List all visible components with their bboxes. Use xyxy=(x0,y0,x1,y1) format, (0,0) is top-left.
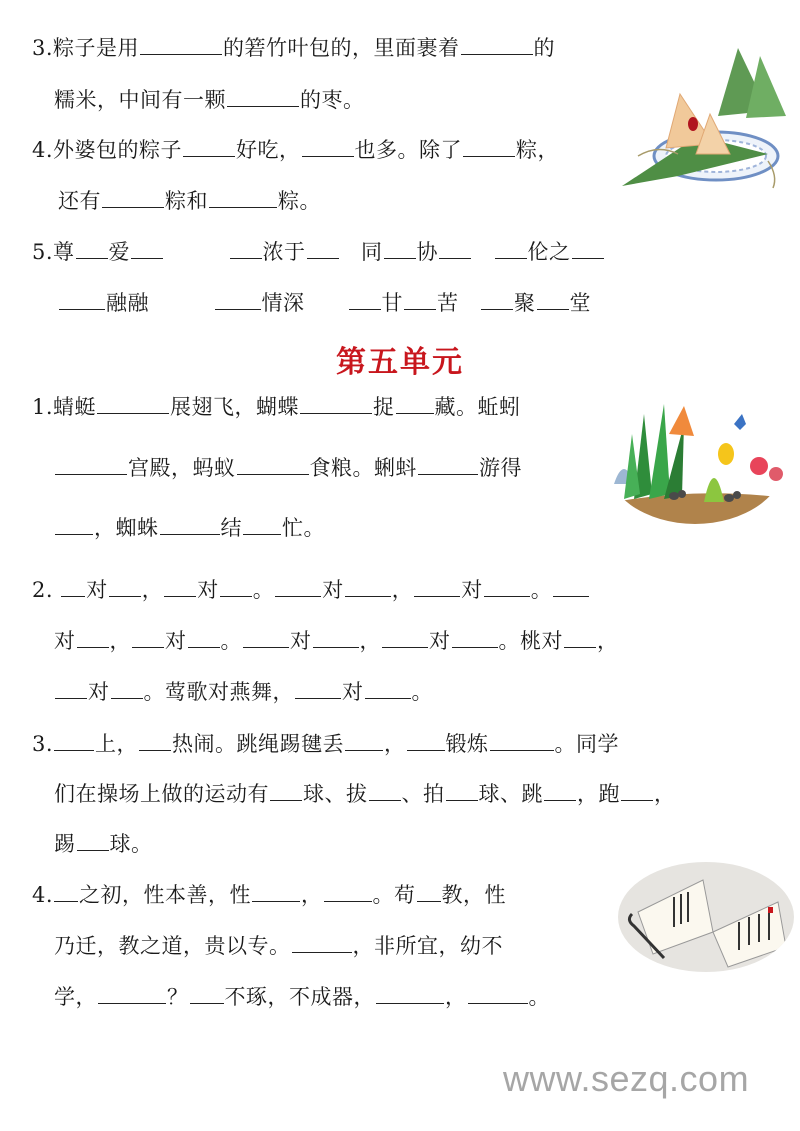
fill-in-blank[interactable] xyxy=(376,983,444,1004)
question-text: 聚 xyxy=(514,291,536,315)
worksheet-line xyxy=(32,238,605,266)
question-text: ，蜘蛛 xyxy=(94,516,159,540)
worksheet-line xyxy=(54,678,433,706)
question-text: 。同学 xyxy=(554,732,620,756)
fill-in-blank[interactable] xyxy=(349,289,381,310)
fill-in-blank[interactable] xyxy=(490,730,554,751)
question-text: 之初，性本善，性 xyxy=(79,883,252,907)
question-text: 的 xyxy=(533,36,556,60)
fill-in-blank[interactable] xyxy=(215,289,261,310)
question-text: 粽， xyxy=(516,138,560,162)
worksheet-line xyxy=(54,983,550,1011)
question-text: 、拍 xyxy=(401,782,445,806)
worksheet-line xyxy=(32,136,559,164)
fill-in-blank[interactable] xyxy=(396,393,434,414)
question-text: 1.蜻蜓 xyxy=(32,395,97,419)
fill-in-blank[interactable] xyxy=(252,881,300,902)
question-text: 对 xyxy=(342,680,364,704)
question-text: 对 xyxy=(461,578,483,602)
question-text: 。莺歌对燕舞， xyxy=(143,680,294,704)
question-text: 对 xyxy=(165,629,187,653)
question-text: 上， xyxy=(95,732,139,756)
question-text: 对 xyxy=(290,629,312,653)
question-text: 。 xyxy=(530,578,553,602)
question-text xyxy=(459,291,481,315)
question-text: ， xyxy=(445,985,467,1009)
fill-in-blank[interactable] xyxy=(237,454,309,475)
zongzi-illustration xyxy=(618,36,788,196)
fill-in-blank[interactable] xyxy=(452,627,498,648)
question-text: 好吃， xyxy=(236,138,301,162)
watermark: www.sezq.com xyxy=(503,1058,750,1099)
question-text: ，非所宜，幼不 xyxy=(352,934,503,958)
question-text: 捉 xyxy=(373,395,395,419)
question-text: 。 xyxy=(528,985,550,1009)
question-text: ， xyxy=(109,629,131,653)
fill-in-blank[interactable] xyxy=(55,514,93,535)
fill-in-blank[interactable] xyxy=(404,289,436,310)
worksheet-line xyxy=(32,393,521,421)
fill-in-blank[interactable] xyxy=(275,576,321,597)
question-text: 爱 xyxy=(108,240,131,264)
worksheet-line xyxy=(54,830,153,858)
question-text: 对 xyxy=(54,629,76,653)
question-text: 的箬竹叶包的，里面裹着 xyxy=(223,36,460,60)
fill-in-blank[interactable] xyxy=(307,238,339,259)
fill-in-blank[interactable] xyxy=(384,238,416,259)
question-text: 3. xyxy=(32,732,54,756)
question-text: 。 xyxy=(411,680,433,704)
worksheet-line xyxy=(54,86,365,114)
question-text: 伦之 xyxy=(527,240,571,264)
question-text: 乃迁，教之道，贵以专。 xyxy=(54,934,291,958)
fill-in-blank[interactable] xyxy=(414,576,460,597)
fill-in-blank[interactable] xyxy=(131,238,163,259)
question-text: ， xyxy=(654,782,676,806)
question-text: 还有 xyxy=(58,189,101,213)
fill-in-blank[interactable] xyxy=(61,576,85,597)
fill-in-blank[interactable] xyxy=(463,136,515,157)
question-text: 同 xyxy=(361,240,383,264)
fill-in-blank[interactable] xyxy=(621,780,653,801)
question-text: 3.粽子是用 xyxy=(32,36,140,60)
fill-in-blank[interactable] xyxy=(98,983,166,1004)
fill-in-blank[interactable] xyxy=(230,238,262,259)
fill-in-blank[interactable] xyxy=(109,576,141,597)
question-text: ， xyxy=(359,629,381,653)
fill-in-blank[interactable] xyxy=(300,393,372,414)
garden-image xyxy=(604,394,786,524)
question-text: ， xyxy=(391,578,414,602)
question-text: 踢 xyxy=(54,832,76,856)
fill-in-blank[interactable] xyxy=(190,983,224,1004)
question-text: 5.尊 xyxy=(32,240,75,264)
question-text: ， xyxy=(301,883,323,907)
question-text: 堂 xyxy=(569,291,591,315)
question-text: 。桃对 xyxy=(498,629,563,653)
fill-in-blank[interactable] xyxy=(243,627,289,648)
fill-in-blank[interactable] xyxy=(365,678,411,699)
fill-in-blank[interactable] xyxy=(564,627,596,648)
fill-in-blank[interactable] xyxy=(76,238,108,259)
fill-in-blank[interactable] xyxy=(227,86,299,107)
open-book-illustration xyxy=(618,862,794,972)
question-text: 情深 xyxy=(261,291,305,315)
worksheet-line xyxy=(54,454,522,482)
question-text: 锻炼 xyxy=(445,732,489,756)
fill-in-blank[interactable] xyxy=(102,187,164,208)
fill-in-blank[interactable] xyxy=(572,238,604,259)
question-text: 对 xyxy=(86,578,108,602)
fill-in-blank[interactable] xyxy=(302,136,354,157)
fill-in-blank[interactable] xyxy=(345,730,383,751)
fill-in-blank[interactable] xyxy=(140,34,222,55)
question-text xyxy=(149,291,214,315)
fill-in-blank[interactable] xyxy=(544,780,576,801)
question-text: 。 xyxy=(252,578,275,602)
fill-in-blank[interactable] xyxy=(132,627,164,648)
fill-in-blank[interactable] xyxy=(292,932,352,953)
question-text: 们在操场上做的运动有 xyxy=(54,782,269,806)
question-text: 浓于 xyxy=(262,240,306,264)
question-text: 也多。除了 xyxy=(354,138,463,162)
question-text xyxy=(472,240,494,264)
fill-in-blank[interactable] xyxy=(97,393,169,414)
garden-insects-illustration xyxy=(604,394,786,524)
question-text: ， xyxy=(597,629,619,653)
question-text: ？ xyxy=(167,985,189,1009)
section-title: 第五单元 xyxy=(336,345,464,380)
fill-in-blank[interactable] xyxy=(553,576,589,597)
fill-in-blank[interactable] xyxy=(407,730,445,751)
question-text: 食粮。蜊蚪 xyxy=(309,456,417,480)
question-text: 结 xyxy=(220,516,242,540)
fill-in-blank[interactable] xyxy=(220,576,252,597)
question-text: 对 xyxy=(429,629,451,653)
question-text: 苦 xyxy=(437,291,459,315)
question-text xyxy=(164,240,229,264)
question-text: 热闹。跳绳踢毽丢 xyxy=(172,732,345,756)
fill-in-blank[interactable] xyxy=(164,576,196,597)
fill-in-blank[interactable] xyxy=(484,576,530,597)
question-text: 球。 xyxy=(109,832,153,856)
fill-in-blank[interactable] xyxy=(183,136,235,157)
worksheet-line xyxy=(32,576,590,604)
question-text: 。 xyxy=(220,629,242,653)
fill-in-blank[interactable] xyxy=(468,983,528,1004)
fill-in-blank[interactable] xyxy=(209,187,277,208)
fill-in-blank[interactable] xyxy=(369,780,401,801)
question-text: 藏。蚯蚓 xyxy=(434,395,521,419)
fill-in-blank[interactable] xyxy=(59,289,105,310)
fill-in-blank[interactable] xyxy=(345,576,391,597)
fill-in-blank[interactable] xyxy=(243,514,281,535)
fill-in-blank[interactable] xyxy=(461,34,533,55)
question-text: 游得 xyxy=(479,456,522,480)
fill-in-blank[interactable] xyxy=(481,289,513,310)
fill-in-blank[interactable] xyxy=(495,238,527,259)
question-text: ， xyxy=(384,732,406,756)
fill-in-blank[interactable] xyxy=(188,627,220,648)
question-text: 协 xyxy=(416,240,439,264)
question-text: 粽。 xyxy=(278,189,321,213)
question-text xyxy=(340,240,362,264)
fill-in-blank[interactable] xyxy=(77,830,109,851)
question-text: 球、跳 xyxy=(478,782,543,806)
question-text: 教，性 xyxy=(441,883,507,907)
fill-in-blank[interactable] xyxy=(111,678,143,699)
question-text: ， xyxy=(141,578,164,602)
question-text: 展翅飞，蝴蝶 xyxy=(170,395,300,419)
question-text: 糯米，中间有一颗 xyxy=(54,88,226,112)
question-text: 4. xyxy=(32,883,54,907)
worksheet-line xyxy=(32,730,619,758)
fill-in-blank[interactable] xyxy=(55,454,127,475)
question-text xyxy=(305,291,348,315)
question-text: 4.外婆包的粽子 xyxy=(32,138,183,162)
question-text: 宫殿，蚂蚁 xyxy=(128,456,236,480)
fill-in-blank[interactable] xyxy=(160,514,220,535)
fill-in-blank[interactable] xyxy=(417,881,441,902)
worksheet-line xyxy=(32,881,506,909)
question-text: 融融 xyxy=(106,291,149,315)
worksheet-line xyxy=(54,627,619,655)
fill-in-blank[interactable] xyxy=(77,627,109,648)
question-text: 对 xyxy=(88,680,110,704)
fill-in-blank[interactable] xyxy=(439,238,471,259)
fill-in-blank[interactable] xyxy=(295,678,341,699)
question-text: ，跑 xyxy=(577,782,620,806)
fill-in-blank[interactable] xyxy=(418,454,478,475)
question-text: 学， xyxy=(54,985,97,1009)
worksheet-line xyxy=(58,289,591,317)
fill-in-blank[interactable] xyxy=(54,881,78,902)
fill-in-blank[interactable] xyxy=(324,881,372,902)
question-text: 。苟 xyxy=(372,883,416,907)
question-text: 球、拔 xyxy=(303,782,368,806)
fill-in-blank[interactable] xyxy=(313,627,359,648)
worksheet-line xyxy=(54,514,325,542)
question-text: 2. xyxy=(32,578,61,602)
question-text: 不琢，不成器， xyxy=(224,985,375,1009)
question-text: 对 xyxy=(322,578,344,602)
fill-in-blank[interactable] xyxy=(537,289,569,310)
fill-in-blank[interactable] xyxy=(55,678,87,699)
book-image xyxy=(618,862,794,972)
fill-in-blank[interactable] xyxy=(54,730,94,751)
worksheet-line xyxy=(58,187,321,215)
zongzi-image xyxy=(618,36,788,196)
question-text: 的枣。 xyxy=(300,88,365,112)
question-text: 粽和 xyxy=(165,189,208,213)
fill-in-blank[interactable] xyxy=(446,780,478,801)
worksheet-line xyxy=(32,34,555,62)
fill-in-blank[interactable] xyxy=(139,730,171,751)
question-text: 甘 xyxy=(381,291,403,315)
worksheet-line xyxy=(54,932,503,960)
fill-in-blank[interactable] xyxy=(270,780,302,801)
fill-in-blank[interactable] xyxy=(382,627,428,648)
question-text: 对 xyxy=(197,578,219,602)
worksheet-line xyxy=(54,780,676,808)
question-text: 忙。 xyxy=(282,516,325,540)
